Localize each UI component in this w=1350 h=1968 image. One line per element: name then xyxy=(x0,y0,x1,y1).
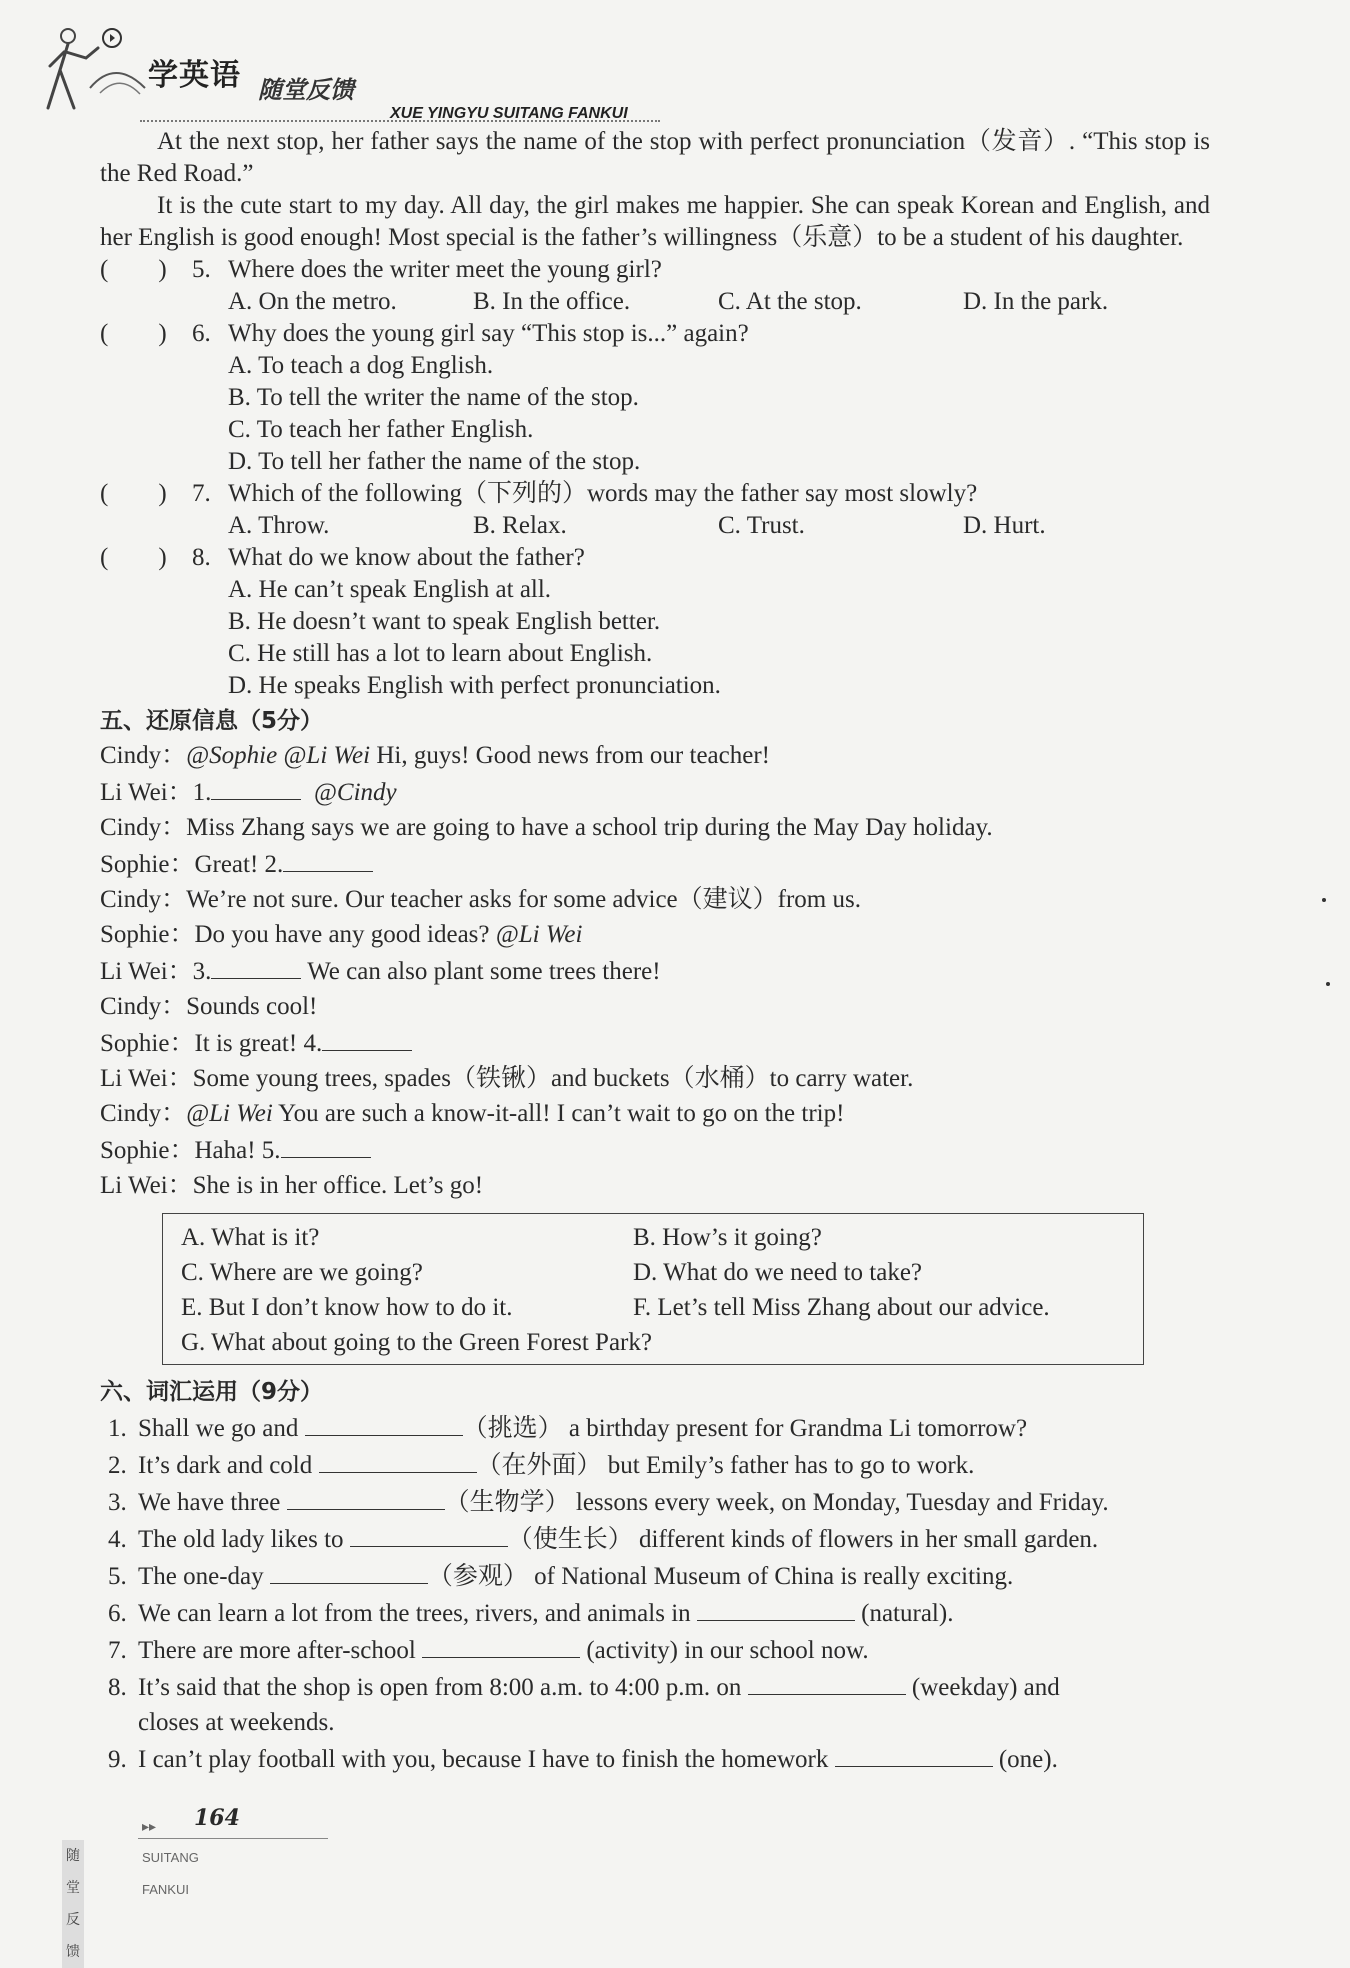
answer-blank[interactable] xyxy=(270,1557,428,1584)
dialog-text: Do you have any good ideas? xyxy=(194,921,496,948)
options-box xyxy=(162,1213,1144,1365)
question-7 xyxy=(100,478,1210,542)
header-rule xyxy=(140,120,660,122)
answer-paren[interactable]: ( ) xyxy=(100,256,167,283)
speaker: Li Wei： xyxy=(100,958,193,985)
answer-blank[interactable] xyxy=(322,1024,412,1051)
item-text: We can learn a lot from the trees, rivers, and animals in xyxy=(138,1600,697,1627)
question-options xyxy=(100,510,1210,542)
dialog-line xyxy=(100,952,1210,989)
dialog-line xyxy=(100,882,1210,917)
item-text: but Emily’s father has to go to work. xyxy=(601,1452,975,1479)
reading-person-logo-icon xyxy=(40,18,150,118)
vocab-item xyxy=(100,1483,1210,1520)
dialog-text: Haha! xyxy=(194,1137,262,1164)
speaker: Cindy： xyxy=(100,814,187,841)
question-5 xyxy=(100,254,1210,318)
blank-number: 3. xyxy=(192,958,212,985)
option: A. He can’t speak English at all. xyxy=(228,576,552,603)
item-text: Shall we go and xyxy=(138,1415,305,1442)
hint: （使生长） xyxy=(507,1526,633,1553)
dialog-line xyxy=(100,738,1210,773)
option: A. What is it? xyxy=(181,1224,320,1251)
speaker: Li Wei： xyxy=(100,1065,193,1092)
blank-number: 1. xyxy=(192,779,212,806)
reading-paragraph: At the next stop, her father says the name of the stop with perfect pronunciation（发音）. “This stop is the Red Road.” xyxy=(100,128,1210,187)
speaker: Li Wei： xyxy=(100,1172,193,1199)
mention: @Sophie @Li Wei xyxy=(186,742,371,769)
vocab-item xyxy=(100,1520,1210,1557)
answer-blank[interactable] xyxy=(319,1446,477,1473)
answer-blank[interactable] xyxy=(305,1409,463,1436)
dialog-text: We’re not sure. Our teacher asks for some advice（建议）from us. xyxy=(186,886,861,913)
dialog-line xyxy=(100,1131,1210,1168)
answer-blank[interactable] xyxy=(835,1740,993,1767)
option: B. To tell the writer the name of the stop. xyxy=(228,384,639,411)
item-number: 3. xyxy=(108,1489,127,1516)
question-text: Which of the following（下列的）words may the father say most slowly? xyxy=(228,480,978,507)
item-text: It’s said that the shop is open from 8:00 a.m. to 4:00 p.m. on xyxy=(138,1674,748,1701)
dialog-text: Hi, guys! Good news from our teacher! xyxy=(370,742,770,769)
question-text: Where does the writer meet the young girl? xyxy=(228,256,662,283)
item-text: (one). xyxy=(992,1746,1058,1773)
mention: @Cindy xyxy=(313,779,397,806)
vocab-item xyxy=(100,1594,1210,1631)
item-text: of National Museum of China is really exciting. xyxy=(527,1563,1014,1590)
question-number: 6. xyxy=(192,320,211,347)
header-title-en: XUE YINGYU SUITANG FANKUI xyxy=(390,105,628,122)
dialog-text: It is great! xyxy=(194,1030,304,1057)
item-text: (natural). xyxy=(854,1600,954,1627)
options-row xyxy=(181,1290,1127,1325)
dialog-line xyxy=(100,917,1210,952)
question-number: 7. xyxy=(192,480,211,507)
dialog-line xyxy=(100,989,1210,1024)
speaker: Cindy： xyxy=(100,1100,187,1127)
option: B. How’s it going? xyxy=(633,1224,822,1251)
page-number: 164 xyxy=(194,1805,240,1831)
vocab-item xyxy=(100,1446,1210,1483)
option: B. He doesn’t want to speak English better. xyxy=(228,608,661,635)
answer-blank[interactable] xyxy=(287,1483,445,1510)
question-options xyxy=(100,350,1210,478)
option: D. In the park. xyxy=(963,288,1109,315)
dialog-text: Some young trees, spades（铁锹）and buckets（水桶）to carry water. xyxy=(192,1065,914,1092)
item-text: lessons every week, on Monday, Tuesday and Friday. xyxy=(569,1489,1109,1516)
item-text: The one-day xyxy=(138,1563,270,1590)
option: G. What about going to the Green Forest Park? xyxy=(181,1329,652,1356)
option: B. Relax. xyxy=(473,512,567,539)
hint: （挑选） xyxy=(462,1415,563,1442)
answer-blank[interactable] xyxy=(211,952,301,979)
question-options xyxy=(100,574,1210,702)
dialog-line xyxy=(100,1061,1210,1096)
arrow-icon: ▸▸ xyxy=(142,1820,157,1835)
answer-blank[interactable] xyxy=(422,1631,580,1658)
hint: （参观） xyxy=(427,1563,528,1590)
dialog-line xyxy=(100,845,1210,882)
question-options xyxy=(100,286,1210,318)
vocab-item xyxy=(100,1409,1210,1446)
item-text: The old lady likes to xyxy=(138,1526,350,1553)
dialog-line xyxy=(100,810,1210,845)
speaker: Cindy： xyxy=(100,886,187,913)
margin-mark xyxy=(1326,982,1330,986)
option: C. Trust. xyxy=(718,512,805,539)
item-text: I can’t play football with you, because I have to finish the homework xyxy=(138,1746,835,1773)
mention: @Li Wei xyxy=(186,1100,273,1127)
option: E. But I don’t know how to do it. xyxy=(181,1294,513,1321)
option: C. To teach her father English. xyxy=(228,416,534,443)
dialog-text: She is in her office. Let’s go! xyxy=(192,1172,484,1199)
item-text: (activity) in our school now. xyxy=(580,1637,869,1664)
speaker: Sophie： xyxy=(100,851,195,878)
dialog-line xyxy=(100,1168,1210,1203)
item-text: a birthday present for Grandma Li tomorrow? xyxy=(562,1415,1028,1442)
section-5-title: 五、还原信息（5分） xyxy=(100,708,324,734)
vocab-item xyxy=(100,1631,1210,1668)
blank-number: 2. xyxy=(264,851,284,878)
speaker: Cindy： xyxy=(100,993,187,1020)
item-text: different kinds of flowers in her small garden. xyxy=(632,1526,1099,1553)
options-row xyxy=(181,1220,1127,1255)
speaker: Li Wei： xyxy=(100,779,193,806)
option: D. Hurt. xyxy=(963,512,1046,539)
dialog-line xyxy=(100,1096,1210,1131)
item-number: 9. xyxy=(108,1746,127,1773)
dialog-text: Miss Zhang says we are going to have a school trip during the May Day holiday. xyxy=(186,814,993,841)
speaker: Sophie： xyxy=(100,1137,195,1164)
section-6-title: 六、词汇运用（9分） xyxy=(100,1379,324,1405)
options-row xyxy=(181,1255,1127,1290)
option: C. He still has a lot to learn about English. xyxy=(228,640,653,667)
footer-rule xyxy=(138,1838,328,1839)
hint: （在外面） xyxy=(476,1452,602,1479)
margin-mark xyxy=(1322,898,1326,902)
answer-blank[interactable] xyxy=(350,1520,508,1547)
dialog-text: We can also plant some trees there! xyxy=(301,958,661,985)
hint: （生物学） xyxy=(444,1489,570,1516)
item-text: It’s dark and cold xyxy=(138,1452,319,1479)
dialog-line xyxy=(100,1024,1210,1061)
vocab-item xyxy=(100,1740,1210,1777)
speaker: Sophie： xyxy=(100,921,195,948)
speaker: Sophie： xyxy=(100,1030,195,1057)
question-number: 5. xyxy=(192,256,211,283)
option: A. On the metro. xyxy=(228,288,397,315)
dialog-text: Great! xyxy=(194,851,265,878)
question-number: 8. xyxy=(192,544,211,571)
answer-paren[interactable]: ( ) xyxy=(100,544,167,571)
options-row xyxy=(181,1325,1127,1360)
option: A. Throw. xyxy=(228,512,330,539)
answer-paren[interactable]: ( ) xyxy=(100,480,167,507)
option: D. He speaks English with perfect pronunciation. xyxy=(228,672,721,699)
header-title-cn: 学英语 xyxy=(148,58,241,93)
question-6 xyxy=(100,318,1210,478)
speaker: Cindy： xyxy=(100,742,187,769)
vocab-list xyxy=(100,1409,1210,1777)
blank-number: 5. xyxy=(261,1137,281,1164)
item-text: (weekday) and xyxy=(905,1674,1060,1701)
item-number: 7. xyxy=(108,1637,127,1664)
vocab-item xyxy=(100,1557,1210,1594)
item-number: 1. xyxy=(108,1415,127,1442)
vocab-item-continued: closes at weekends. xyxy=(138,1709,335,1736)
footer-tag-cn: 随堂反馈 xyxy=(62,1840,84,1968)
option: B. In the office. xyxy=(473,288,631,315)
question-text: Why does the young girl say “This stop is...” again? xyxy=(228,320,749,347)
question-8 xyxy=(100,542,1210,702)
item-number: 4. xyxy=(108,1526,127,1553)
option: F. Let’s tell Miss Zhang about our advice. xyxy=(633,1294,1050,1321)
answer-blank[interactable] xyxy=(697,1594,855,1621)
page-content xyxy=(100,126,1210,1777)
item-number: 5. xyxy=(108,1563,127,1590)
item-text: There are more after-school xyxy=(138,1637,423,1664)
answer-blank[interactable] xyxy=(283,845,373,872)
blank-number: 4. xyxy=(303,1030,323,1057)
dialog-text: You are such a know-it-all! I can’t wait to go on the trip! xyxy=(272,1100,845,1127)
item-text: We have three xyxy=(138,1489,287,1516)
option: D. To tell her father the name of the stop. xyxy=(228,448,641,475)
option: D. What do we need to take? xyxy=(633,1259,923,1286)
item-number: 2. xyxy=(108,1452,127,1479)
item-number: 6. xyxy=(108,1600,127,1627)
dialog-line xyxy=(100,773,1210,810)
option: C. At the stop. xyxy=(718,288,862,315)
page-header xyxy=(40,18,640,122)
item-number: 8. xyxy=(108,1674,127,1701)
mention: @Li Wei xyxy=(495,921,583,948)
vocab-item xyxy=(100,1668,1210,1705)
answer-blank[interactable] xyxy=(211,773,301,800)
option: C. Where are we going? xyxy=(181,1259,423,1286)
answer-blank[interactable] xyxy=(281,1131,371,1158)
dialog xyxy=(100,738,1210,1203)
answer-blank[interactable] xyxy=(748,1668,906,1695)
reading-paragraph: It is the cute start to my day. All day, the girl makes me happier. She can speak Korean and English, and her English is good enough! Most special is the father’s willingness（乐意）to be a student of his daughter. xyxy=(100,192,1210,251)
option: A. To teach a dog English. xyxy=(228,352,494,379)
answer-paren[interactable]: ( ) xyxy=(100,320,167,347)
dialog-text: Sounds cool! xyxy=(186,993,318,1020)
header-subtitle-cn: 随堂反馈 xyxy=(258,76,354,104)
footer-tag-en: SUITANG FANKUI xyxy=(142,1850,199,1897)
question-text: What do we know about the father? xyxy=(228,544,585,571)
